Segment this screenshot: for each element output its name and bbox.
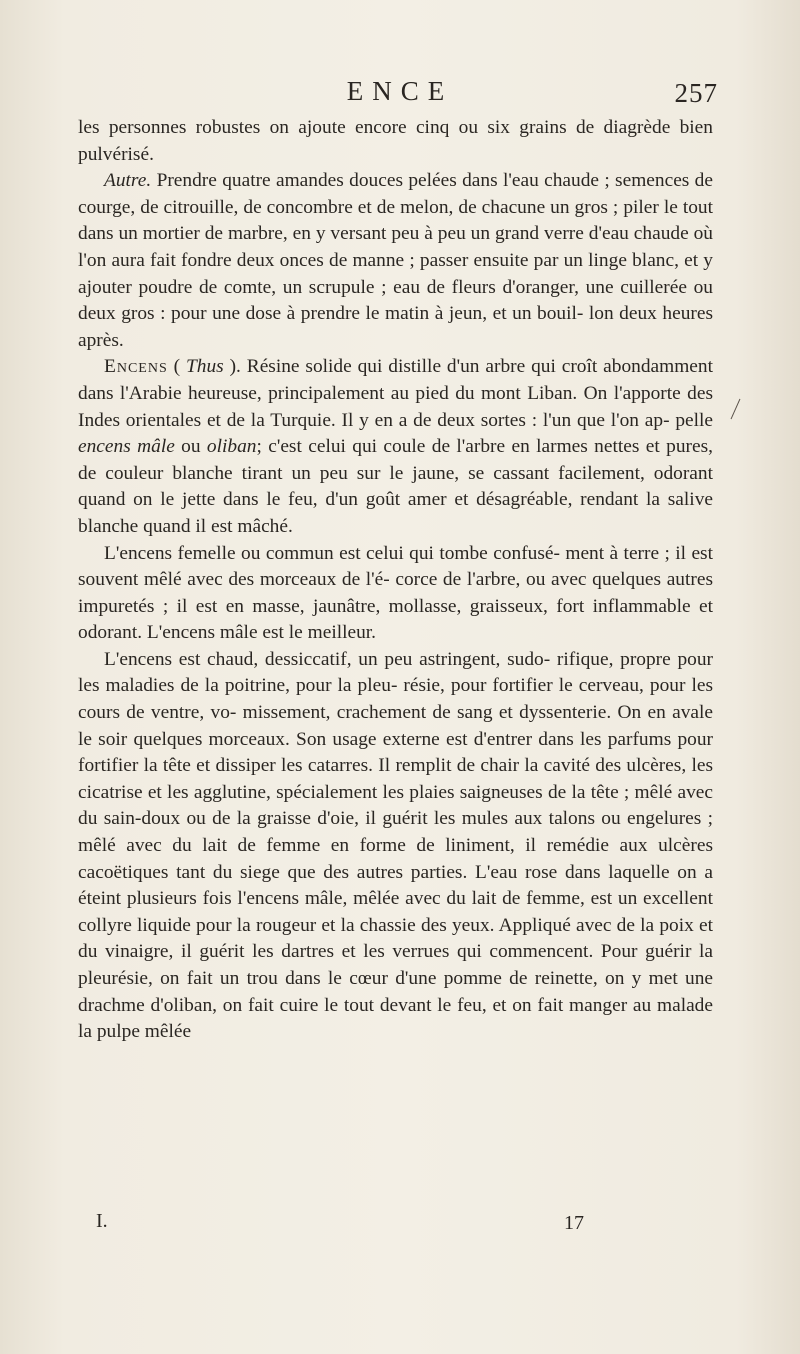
paragraph-lead: Autre. bbox=[104, 170, 152, 192]
paragraph-text: ; c'est celui qui coule de l'arbre en larmes nettes et pures, de couleur blanche tirant un peu sur le jaune, se cassant facilement, odorant quand on le jette dans le feu, d'un goût amer et désagréable, rendant la salive blanche quand il est mâché. bbox=[78, 436, 713, 537]
paragraph-text: Prendre quatre amandes douces pelées dans l'eau chaude ; semences de courge, de citrouille, de concombre et de melon, de chacune un gros ; piler le tout dans un mortier de marbre, en y versant peu à peu un grand verre d'eau chaude où l'on aura fait fondre deux onces de manne ; passer ensuite par un linge blanc, et y ajouter poudre de comte, un scrupule ; eau de fleurs d'oranger, une cuillerée ou deux gros : pour une dose à prendre le matin à jeun, et un bouil- lon deux heures après. bbox=[78, 170, 713, 351]
paragraph-text: L'encens est chaud, dessiccatif, un peu astringent, sudo- rifique, propre pour les maladies de la poitrine, pour la pleu- résie, pour fortifier le cerveau, pour les cours de ventre, vo- missement, crachement de sang et dyssenterie. On en avale le soir quelques morceaux. Son usage externe est d'entrer dans les parfums pour fortifier la tête et dissiper les catarres. Il remplit de chair la cavité des ulcères, les cicatrise et les agglutine, spécialement les plaies saigneuses de la tête ; mêlé avec du sain-doux ou de la graisse d'oie, il guérit les mules aux talons ou engelures ; mêlé avec du lait de femme en forme de liniment, il remédie aux ulcères cacoëtiques tant du siege que des autres parties. L'eau rose dans laquelle on a éteint plusieurs fois l'encens mâle, mêlée avec du lait de femme, est un excellent collyre liquide pour la rougeur et la chassie des yeux. Appliqué avec de la poix et du vinaigre, il guérit les dartres et les verrues qui commencent. Pour guérir la pleurésie, on fait un trou dans le cœur d'une pomme de reinette, on y met une drachme d'oliban, on fait cuire le tout devant le feu, et on fait manger au malade la pulpe mêlée bbox=[78, 648, 713, 1043]
paragraph-continuation bbox=[78, 115, 713, 168]
paragraph-text: les personnes robustes on ajoute encore cinq ou six grains de diagrède bien pulvérisé. bbox=[78, 117, 713, 165]
margin-pencil-mark bbox=[731, 399, 741, 420]
paragraph-encens-femelle bbox=[78, 541, 713, 647]
entry-headword: Encens bbox=[104, 356, 168, 378]
entry-latin-name: Thus bbox=[185, 356, 224, 378]
page-footer bbox=[96, 1210, 706, 1250]
page-number: 257 bbox=[674, 78, 718, 108]
gathering-mark: 17 bbox=[564, 1212, 584, 1234]
running-head: ENCE bbox=[346, 76, 454, 106]
paragraph-text: ou bbox=[181, 436, 201, 458]
body-text bbox=[78, 115, 713, 1046]
paragraph-text: L'encens femelle ou commun est celui qui tombe confusé- ment à terre ; il est souvent mêlé avec des morceaux de l'é- corce de l'arbre, ou avec quelques autres impuretés ; il est en masse, jaunâtre, mollasse, graisseux, fort inflammable et odorant. L'encens mâle est le meilleur. bbox=[78, 542, 713, 644]
paragraph-text: Résine solide qui distille d'un arbre qui croît abondamment dans l'Arabie heureuse, principalement au pied du mont Liban. On l'apporte des Indes orientales et de la Turquie. Il y en a de deux sortes : l'un que l'on ap- pelle bbox=[78, 356, 713, 431]
paragraph-encens-usage bbox=[78, 647, 713, 1046]
entry-term: oliban bbox=[206, 436, 257, 458]
entry-term: encens mâle bbox=[78, 436, 175, 458]
paragraph-encens-entry: Encens ( Thus ). Résine solide qui distille d'un arbre qui croît abondamment dans l'Arabie heureuse, principalement au pied du mont Liban. On l'apporte des Indes orientales et de la Turquie. Il y en a de deux sortes : l'un que l'on ap- pelle encens mâle ou oliban; c'est celui qui coule de l'arbre en larmes nettes et pures, de couleur blanche tirant un peu sur le jaune, se cassant facilement, odorant quand on le jette dans le feu, d'un goût amer et désagréable, rendant la salive blanche quand il est mâché. bbox=[78, 356, 713, 537]
page-header bbox=[80, 76, 720, 116]
volume-signature: I. bbox=[96, 1210, 108, 1232]
paragraph-autre-recipe bbox=[78, 168, 713, 354]
